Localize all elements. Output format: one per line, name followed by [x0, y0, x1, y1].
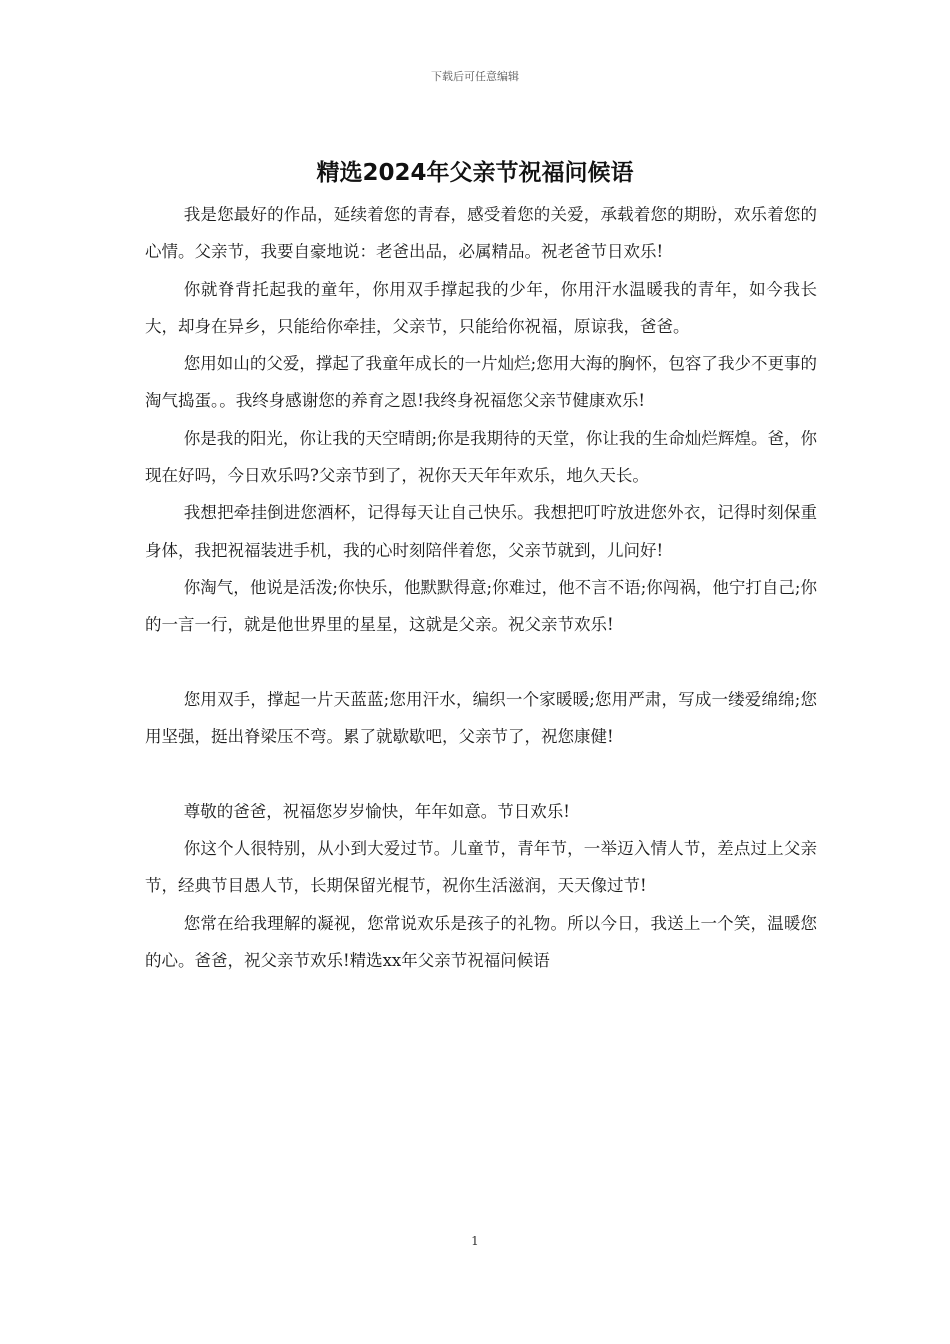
paragraph-10: 您常在给我理解的凝视，您常说欢乐是孩子的礼物。所以今日，我送上一个笑，温暖您的心。爸爸，祝父亲节欢乐!精选xx年父亲节祝福问候语	[145, 913, 817, 970]
page-number: 1	[471, 1234, 479, 1248]
document-title: 精选2024年父亲节祝福问候语	[316, 160, 634, 186]
paragraph-5: 我想把牵挂倒进您酒杯，记得每天让自己快乐。我想把叮咛放进您外衣，记得时刻保重身体，我把祝福装进手机，我的心时刻陪伴着您，父亲节就到，儿问好!	[145, 503, 817, 560]
paragraph-4: 你是我的阳光，你让我的天空晴朗;你是我期待的天堂，你让我的生命灿烂辉煌。爸，你现在好吗，今日欢乐吗?父亲节到了，祝你天天年年欢乐，地久天长。	[145, 428, 817, 486]
paragraph-1: 我是您最好的作品，延续着您的青春，感受着您的关爱，承载着您的期盼，欢乐着您的心情。父亲节，我要自豪地说：老爸出品，必属精品。祝老爸节日欢乐!	[145, 205, 817, 262]
paragraph-6: 你淘气，他说是活泼;你快乐，他默默得意;你难过，他不言不语;你闯祸，他宁打自己;你的一言一行，就是他世界里的星星，这就是父亲。祝父亲节欢乐!	[145, 577, 817, 635]
page-header-note: 下载后可任意编辑	[431, 70, 519, 83]
paragraph-9: 你这个人很特别，从小到大爱过节。儿童节，青年节，一举迈入情人节，差点过上父亲节，经典节目愚人节，长期保留光棍节，祝你生活滋润，天天像过节!	[145, 839, 817, 896]
paragraph-8: 尊敬的爸爸，祝福您岁岁愉快，年年如意。节日欢乐!	[183, 801, 570, 821]
paragraph-2: 你就脊背托起我的童年，你用双手撑起我的少年，你用汗水温暖我的青年，如今我长大，却身在异乡，只能给你牵挂，父亲节，只能给你祝福，原谅我，爸爸。	[145, 279, 817, 336]
paragraph-7: 您用双手，撑起一片天蓝蓝;您用汗水，编织一个家暖暖;您用严肃，写成一缕爱绵绵;您用坚强，挺出脊梁压不弯。累了就歇歇吧，父亲节了，祝您康健!	[145, 689, 817, 747]
paragraph-3: 您用如山的父爱，撑起了我童年成长的一片灿烂;您用大海的胸怀，包容了我少不更事的淘气捣蛋。。我终身感谢您的养育之恩!我终身祝福您父亲节健康欢乐!	[145, 354, 817, 411]
document-body	[145, 196, 817, 979]
